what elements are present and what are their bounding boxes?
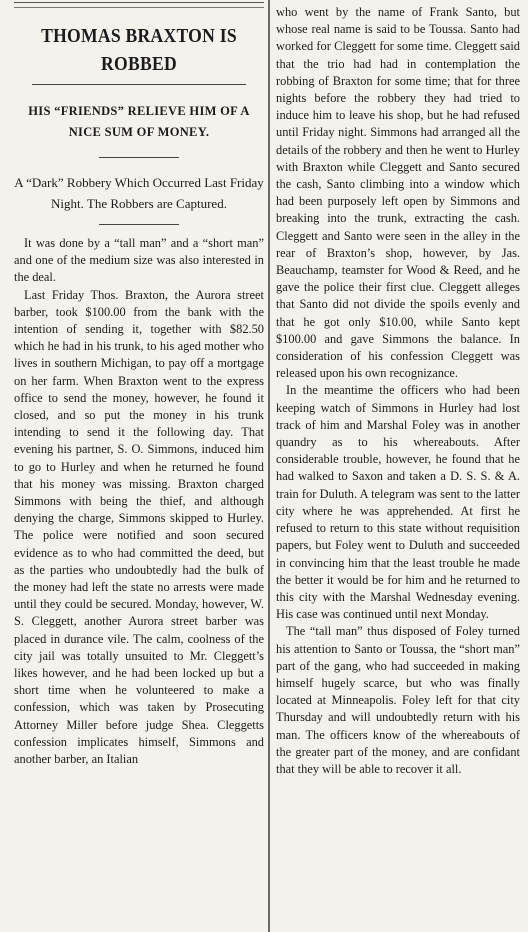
subhead2-rule <box>99 224 179 225</box>
paragraph: It was done by a “tall man” and a “short man” and one of the medium size was also interested in the deal. <box>14 236 264 285</box>
paragraph: In the meantime the officers who had been keeping watch of Simmons in Hurley had lost track of him and Marshal Foley was in another quandry as to his whereabouts. After considerable trouble, however, he found that he had walked to Saxon and taken a D. S. S. & A. train for Duluth. A telegram was sent to the latter city where he was apprehended. At first he refused to return to this state without requisition papers, but Foley went to Duluth and succeeded in convincing him that the least trouble he made the better it would be for him and he returned to this city with the Marshal Wednesday evening. His case was continued until next Monday. <box>276 383 520 622</box>
paragraph: Last Friday Thos. Braxton, the Aurora street barber, took $100.00 from the bank with the intention of sending it, together with $82.50 which he had in his trunk, to his aged mother who lives in southern Michigan, to pay off a mortgage on her farm. When Braxton went to the express office to send the money, however, he found it closed, and so put the money in his trunk intending to send it the following day. That evening his partner, S. O. Simmons, induced him to go to Hurley and when he returned he found that his money was missing. Braxton charged Simmons with being the thief, and although denying the charge, Simmons skipped to Hurley. The police were notified and soon secured evidence as to who had committed the deed, but as the parties who undoubtedly had the bulk of the money had left the state no arrests were made until they could be secured. Monday, however, W. S. Cleggett, another Aurora street barber was placed in durance vile. The calm, coolness of the city jail was totally unsuited to Mr. Cleggett’s likes however, and he had been locked up but a short time when he volunteered to make a confession, which was taken by Prosecuting Attorney Miller before judge Shea. Cleggetts confession implicates himself, Simmons and another barber, an Italian <box>14 287 264 767</box>
subhead-rule <box>99 157 179 158</box>
top-rule <box>14 2 264 3</box>
left-body <box>14 235 264 768</box>
right-column <box>276 4 520 932</box>
right-body <box>276 4 520 778</box>
top-rule-second <box>14 7 264 8</box>
headline-rule <box>32 84 246 85</box>
paragraph: The “tall man” thus disposed of Foley turned his attention to Santo or Toussa, the “short man” part of the gang, who had succeeded in making himself hugely scarce, but who was finally located at Minneapolis. Foley left for that city Thursday and will undoubtedly return with his man. The officers know of the whereabouts of the greater part of the money, and are confidant that they will be able to recover it all. <box>276 624 520 776</box>
article-headline: THOMAS BRAXTON IS ROBBED <box>41 25 237 75</box>
article-subhead-secondary: A “Dark” Robbery Which Occurred Last Friday Night. The Robbers are Captured. <box>14 175 264 211</box>
article-subhead: HIS “FRIENDS” RELIEVE HIM OF A NICE SUM OF MONEY. <box>28 104 250 139</box>
paragraph: who went by the name of Frank Santo, but whose real name is said to be Toussa. Santo had worked for Cleggett for some time. Cleggett said that the trio had had in contemplation the robbing of Braxton for some time; that for three nights before the robbery they had tried to induce him to leave his shop, but he had refused until Friday night. Simmons had arranged all the details of the robbery and then he went to Hurley with Braxton while Cleggett and Santo secured the cash, Santo climbing into a window which had been purposely left open by Simmons and breaking into the trunk, extracting the cash. Cleggett and Santo were seen in the alley in the rear of Braxton’s shop, however, by Jas. Beauchamp, teamster for Wood & Reed, and he gave the police their first clue. Cleggett alleges that Santo did not divide the spoils evenly and that he got only $10.00, while Santo kept $100.00 and gave Simmons the balance. In consideration of his confession Cleggett was released upon his own recognizance. <box>276 5 520 381</box>
column-divider <box>268 0 270 932</box>
left-column <box>14 14 264 932</box>
